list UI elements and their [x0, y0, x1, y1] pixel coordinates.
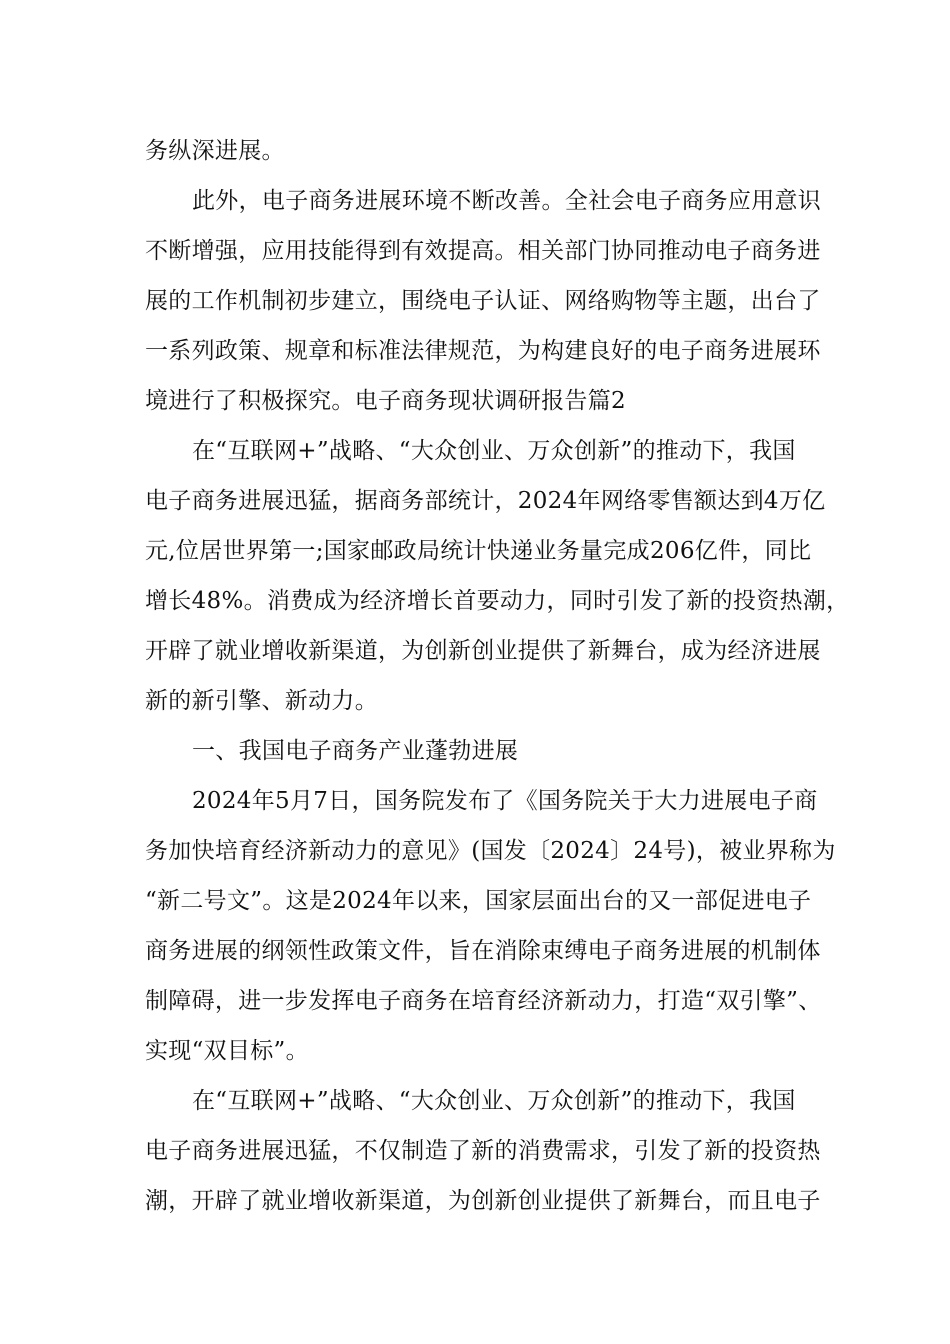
paragraph-first-line: 在“互联网+”战略、“大众创业、万众创新”的推动下，我国: [192, 1088, 796, 1114]
text-line: 电子商务进展迅猛，据商务部统计，2024年网络零售额达到4万亿: [145, 488, 826, 514]
text-line: 元,位居世界第一;国家邮政局统计快递业务量完成206亿件，同比: [145, 538, 812, 564]
text-line: 潮，开辟了就业增收新渠道，为创新创业提供了新舞台，而且电子: [145, 1188, 821, 1214]
text-line: “新二号文”。这是2024年以来，国家层面出台的又一部促进电子: [145, 888, 812, 914]
text-line: 务加快培育经济新动力的意见》(国发〔2024〕24号)，被业界称为: [145, 838, 836, 864]
text-line: 增长48%。消费成为经济增长首要动力，同时引发了新的投资热潮，: [145, 588, 850, 614]
text-line: 务纵深进展。: [145, 138, 285, 164]
paragraph-first-line: 2024年5月7日，国务院发布了《国务院关于大力进展电子商: [192, 788, 818, 814]
text-line: 展的工作机制初步建立，围绕电子认证、网络购物等主题，出台了: [145, 288, 821, 314]
text-line: 商务进展的纲领性政策文件，旨在消除束缚电子商务进展的机制体: [145, 938, 821, 964]
text-line: 一系列政策、规章和标准法律规范，为构建良好的电子商务进展环: [145, 338, 821, 364]
text-line: 开辟了就业增收新渠道，为创新创业提供了新舞台，成为经济进展: [145, 638, 821, 664]
section-heading: 一、我国电子商务产业蓬勃进展: [192, 738, 519, 764]
text-line: 实现“双目标”。: [145, 1038, 309, 1064]
paragraph-first-line: 此外，电子商务进展环境不断改善。全社会电子商务应用意识: [192, 188, 822, 214]
text-line: 制障碍，进一步发挥电子商务在培育经济新动力，打造“双引擎”、: [145, 988, 822, 1014]
paragraph-first-line: 在“互联网+”战略、“大众创业、万众创新”的推动下，我国: [192, 438, 796, 464]
text-line: 电子商务进展迅猛，不仅制造了新的消费需求，引发了新的投资热: [145, 1138, 821, 1164]
text-line: 不断增强，应用技能得到有效提高。相关部门协同推动电子商务进: [145, 238, 821, 264]
text-line: 境进行了积极探究。电子商务现状调研报告篇2: [145, 388, 626, 414]
text-line: 新的新引擎、新动力。: [145, 688, 378, 714]
